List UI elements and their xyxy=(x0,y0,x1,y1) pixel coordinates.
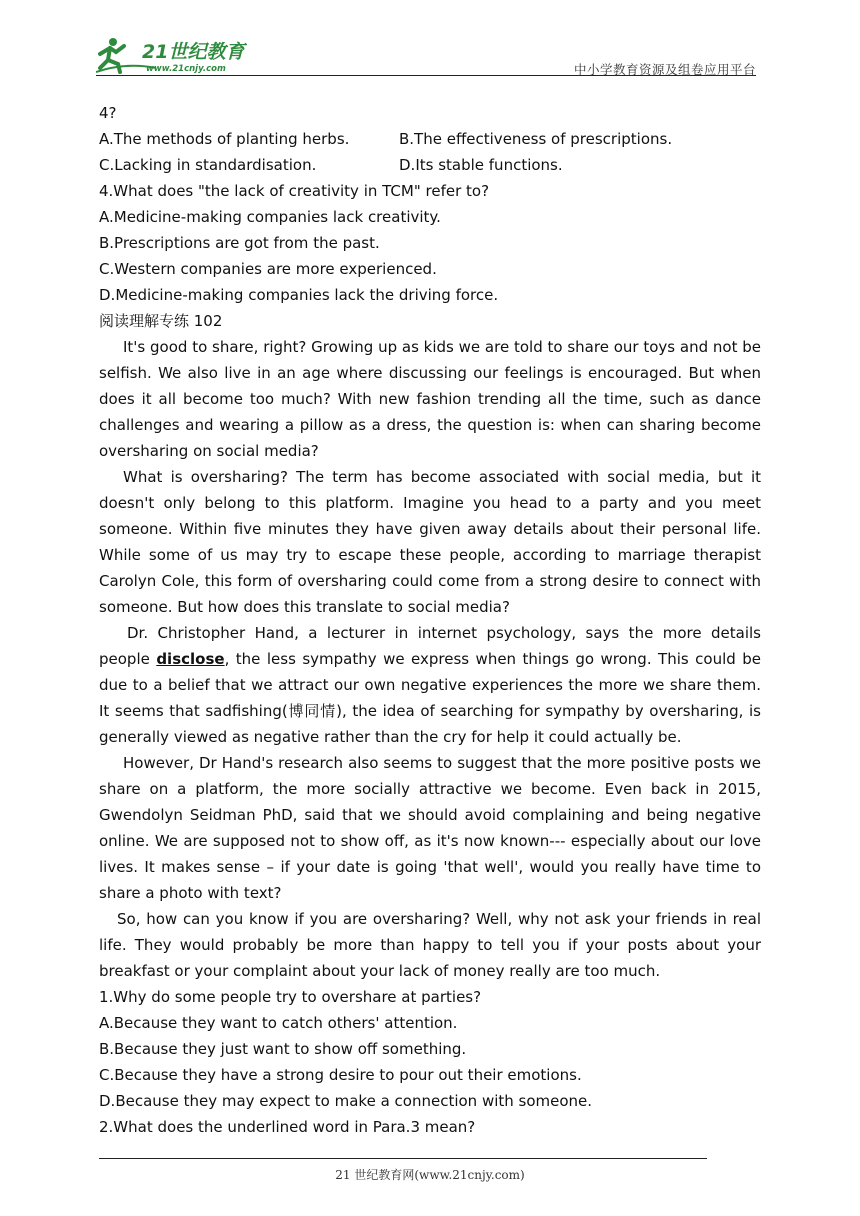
option-b: B.Prescriptions are got from the past. xyxy=(99,234,380,252)
header-rule xyxy=(96,75,756,76)
underlined-word: disclose xyxy=(156,650,225,668)
footer-text: 21 世纪教育网(www.21cnjy.com) xyxy=(335,1168,525,1182)
option-c: C.Western companies are more experienced. xyxy=(99,260,437,278)
logo-21cnjy xyxy=(96,34,266,76)
options-row xyxy=(99,126,761,152)
document-body xyxy=(99,100,761,1140)
question-stem-tail: 4? xyxy=(99,104,117,122)
option-d: D.Its stable functions. xyxy=(399,156,563,174)
paragraph-text: , the less sympathy we express when things go wrong. This could be due to a belief that we attract our own negative experiences the more we share them. It seems that sadfishing(博同情), the idea of searching for sympathy by oversharing, is generally viewed as negative rather than the cry for help it could actually be. xyxy=(99,650,761,746)
paragraph-text: Dr. Christopher Hand, a lecturer in internet psychology, says the more details people xyxy=(99,624,761,668)
option-b: B.The effectiveness of prescriptions. xyxy=(399,130,673,148)
passage-paragraph-3 xyxy=(99,620,761,750)
option-b: B.Because they just want to show off something. xyxy=(99,1040,467,1058)
question-stem: 2.What does the underlined word in Para.3 mean? xyxy=(99,1118,476,1136)
page-header xyxy=(96,30,756,78)
section-title: 阅读理解专练 102 xyxy=(99,312,223,330)
option-d: D.Medicine-making companies lack the driving force. xyxy=(99,286,499,304)
svg-text:21世纪教育: 21世纪教育 xyxy=(142,41,245,63)
option-a: A.The methods of planting herbs. xyxy=(99,130,350,148)
options-row xyxy=(99,152,761,178)
option-a: A.Medicine-making companies lack creativity. xyxy=(99,208,441,226)
option-a: A.Because they want to catch others' attention. xyxy=(99,1014,458,1032)
passage-paragraph-4: However, Dr Hand's research also seems to suggest that the more positive posts we share on a platform, the more socially attractive we become. Even back in 2015, Gwendolyn Seidman PhD, said that we should avoid complaining and being negative online. We are supposed not to show off, as it's now known--- especially about our love lives. It makes sense – if your date is going 'that well', would you really have time to share a photo with text? xyxy=(99,754,761,902)
option-d: D.Because they may expect to make a connection with someone. xyxy=(99,1092,593,1110)
option-c: C.Lacking in standardisation. xyxy=(99,156,317,174)
passage-paragraph-2: What is oversharing? The term has become associated with social media, but it doesn't only belong to this platform. Imagine you head to a party and you meet someone. Within five minutes they have given away details about their personal life. While some of us may try to escape these people, according to marriage therapist Carolyn Cole, this form of oversharing could come from a strong desire to connect with someone. But how does this translate to social media? xyxy=(99,468,761,616)
question-stem: 4.What does "the lack of creativity in TCM" refer to? xyxy=(99,182,490,200)
svg-text:www.21cnjy.com: www.21cnjy.com xyxy=(146,64,226,74)
footer-rule xyxy=(99,1158,707,1159)
passage-paragraph-5: So, how can you know if you are oversharing? Well, why not ask your friends in real life. They would probably be more than happy to tell you if your posts about your breakfast or your complaint about your lack of money really are too much. xyxy=(99,910,761,980)
option-c: C.Because they have a strong desire to pour out their emotions. xyxy=(99,1066,582,1084)
question-stem: 1.Why do some people try to overshare at parties? xyxy=(99,988,482,1006)
header-platform-text: 中小学教育资源及组卷应用平台 xyxy=(573,62,756,77)
passage-paragraph-1: It's good to share, right? Growing up as kids we are told to share our toys and not be selfish. We also live in an age where discussing our feelings is encouraged. But when does it all become too much? With new fashion trending all the time, such as dance challenges and wearing a pillow as a dress, the question is: when can sharing become oversharing on social media? xyxy=(99,338,761,460)
